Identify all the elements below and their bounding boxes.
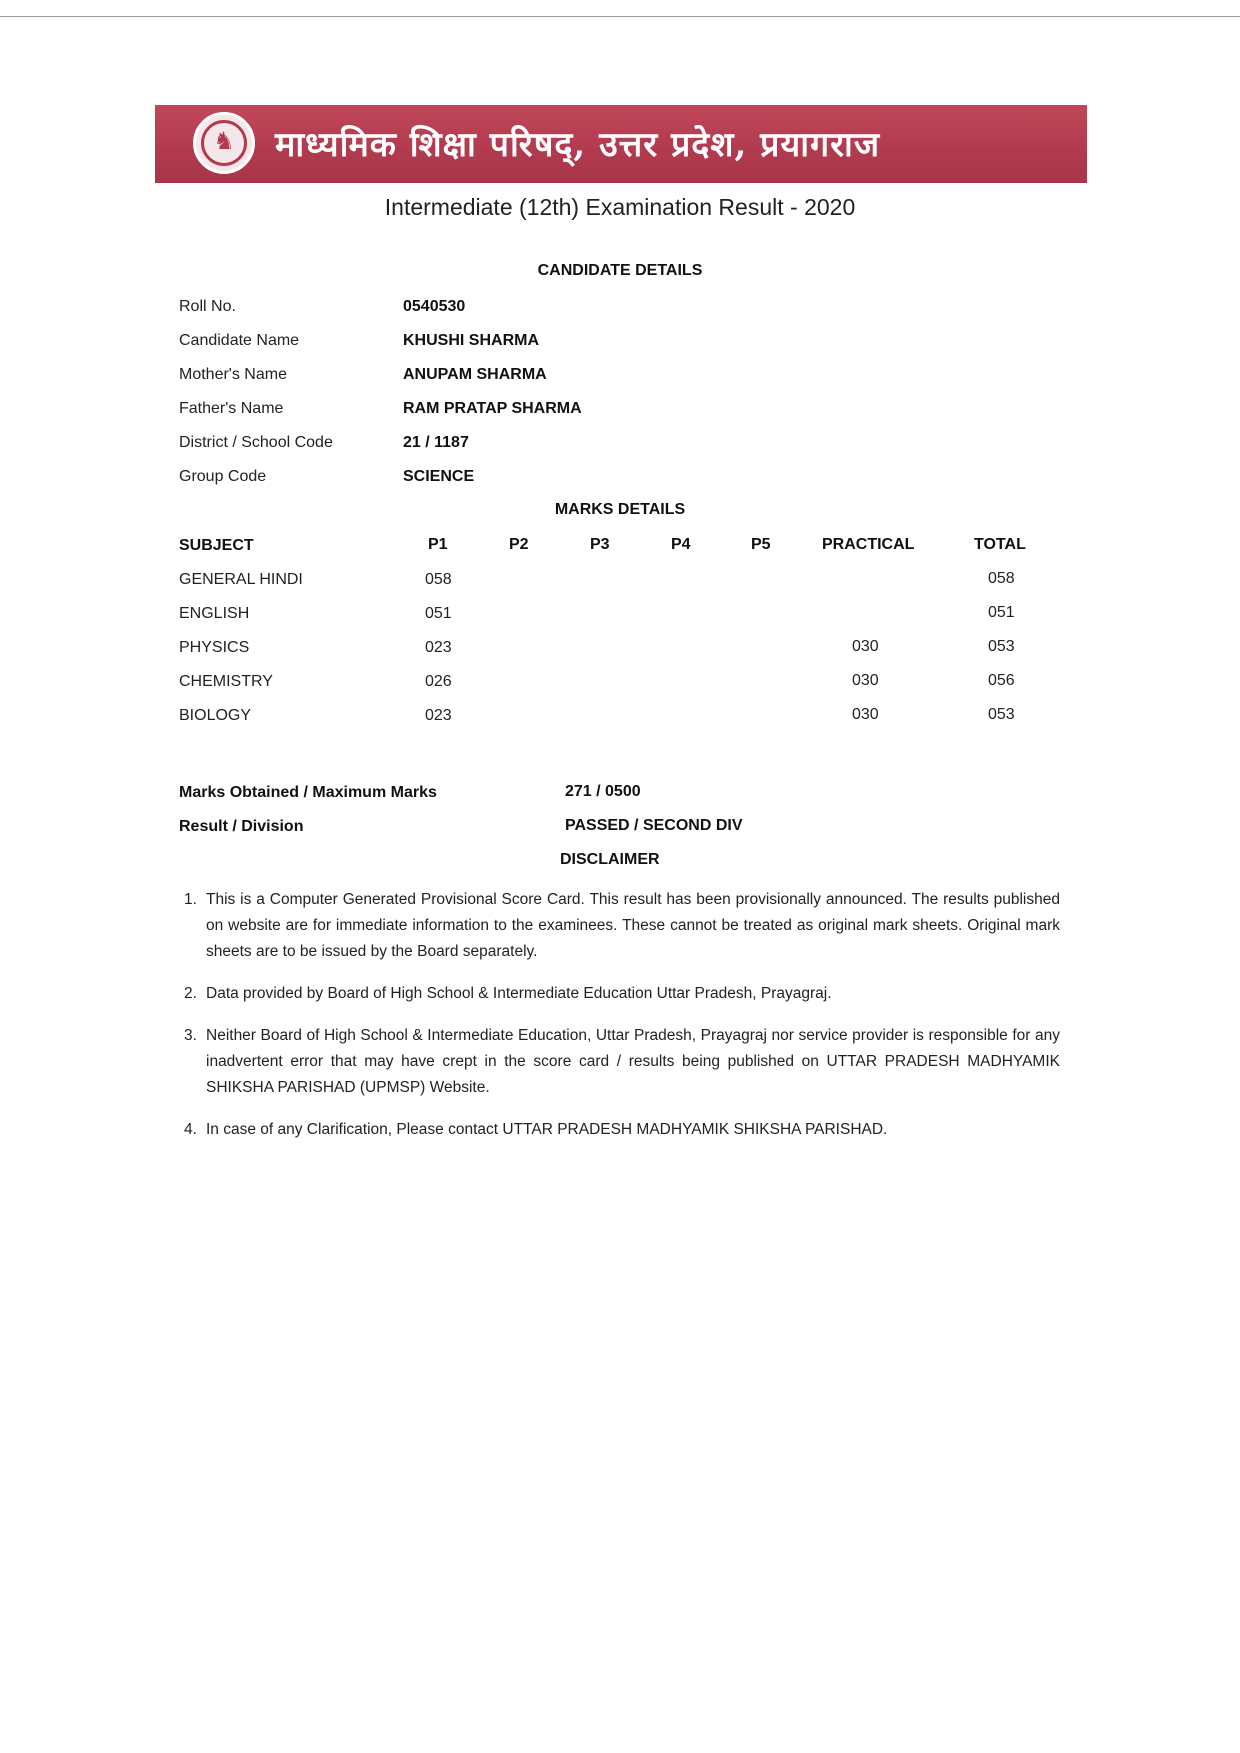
district-school-code-label: District / School Code [179, 434, 333, 451]
father-name-label: Father's Name [179, 400, 284, 417]
col-header-p4: P4 [671, 536, 691, 553]
marks-details-heading: MARKS DETAILS [554, 501, 686, 518]
candidate-details-heading: CANDIDATE DETAILS [537, 262, 703, 279]
list-item: 4. In case of any Clarification, Please contact UTTAR PRADESH MADHYAMIK SHIKSHA PARISHAD. [184, 1121, 888, 1138]
disclaimer-list [180, 887, 1060, 1159]
col-header-practical: PRACTICAL [822, 536, 915, 553]
p1-cell: 023 [425, 639, 452, 656]
candidate-name-label: Candidate Name [179, 332, 300, 349]
candidate-name-value: KHUSHI SHARMA [403, 332, 539, 349]
scan-edge-line [0, 16, 1240, 17]
practical-cell: 030 [852, 638, 879, 655]
total-cell: 051 [988, 604, 1015, 621]
subject-cell: PHYSICS [179, 639, 250, 656]
total-cell: 056 [988, 672, 1015, 689]
subject-cell: BIOLOGY [179, 707, 252, 724]
col-header-total: TOTAL [974, 536, 1026, 553]
list-item: 2. Data provided by Board of High School & Intermediate Education Uttar Pradesh, Prayagraj. [184, 985, 832, 1002]
total-cell: 053 [988, 638, 1015, 655]
result-division-label: Result / Division [179, 818, 304, 835]
group-code-value: SCIENCE [403, 468, 475, 485]
col-header-subject: SUBJECT [179, 537, 254, 554]
subject-cell: CHEMISTRY [179, 673, 273, 690]
mother-name-value: ANUPAM SHARMA [403, 366, 547, 383]
exam-title: Intermediate (12th) Examination Result - 2020 [384, 194, 856, 220]
roll-no-value: 0540530 [403, 298, 466, 315]
list-item: 1. This is a Computer Generated Provisional Score Card. This result has been provisionally announced. The results published on website are for immediate information to the examinees. These cannot be treated as original mark sheets. Original mark sheets are to be issued by the Board separately. [184, 891, 1060, 960]
father-name-value: RAM PRATAP SHARMA [403, 400, 582, 417]
roll-no-label: Roll No. [179, 298, 236, 315]
practical-cell: 030 [852, 672, 879, 689]
col-header-p1: P1 [428, 536, 448, 553]
disclaimer-heading: DISCLAIMER [560, 851, 660, 868]
subject-cell: ENGLISH [179, 605, 250, 622]
p1-cell: 026 [425, 673, 452, 690]
result-division-value: PASSED / SECOND DIV [565, 817, 743, 834]
practical-cell: 030 [852, 706, 879, 723]
p1-cell: 051 [425, 605, 452, 622]
board-header-banner [155, 105, 1087, 183]
total-cell: 058 [988, 570, 1015, 587]
group-code-label: Group Code [179, 468, 267, 485]
marks-obtained-value: 271 / 0500 [565, 783, 641, 800]
board-name: माध्यमिक शिक्षा परिषद्, उत्तर प्रदेश, प्रयागराज [275, 125, 881, 165]
col-header-p5: P5 [751, 536, 771, 553]
upmsp-seal-icon: ♞ [193, 112, 255, 174]
p1-cell: 023 [425, 707, 452, 724]
list-item: 3. Neither Board of High School & Intermediate Education, Uttar Pradesh, Prayagraj nor service provider is responsible for any inadvertent error that may have crept in the score card / results being published on UTTAR PRADESH MADHYAMIK SHIKSHA PARISHAD (UPMSP) Website. [184, 1027, 1060, 1096]
col-header-p3: P3 [590, 536, 610, 553]
district-school-code-value: 21 / 1187 [403, 434, 469, 451]
col-header-p2: P2 [509, 536, 529, 553]
mother-name-label: Mother's Name [179, 366, 287, 383]
subject-cell: GENERAL HINDI [179, 571, 303, 588]
p1-cell: 058 [425, 571, 452, 588]
marks-obtained-label: Marks Obtained / Maximum Marks [179, 784, 437, 801]
total-cell: 053 [988, 706, 1015, 723]
